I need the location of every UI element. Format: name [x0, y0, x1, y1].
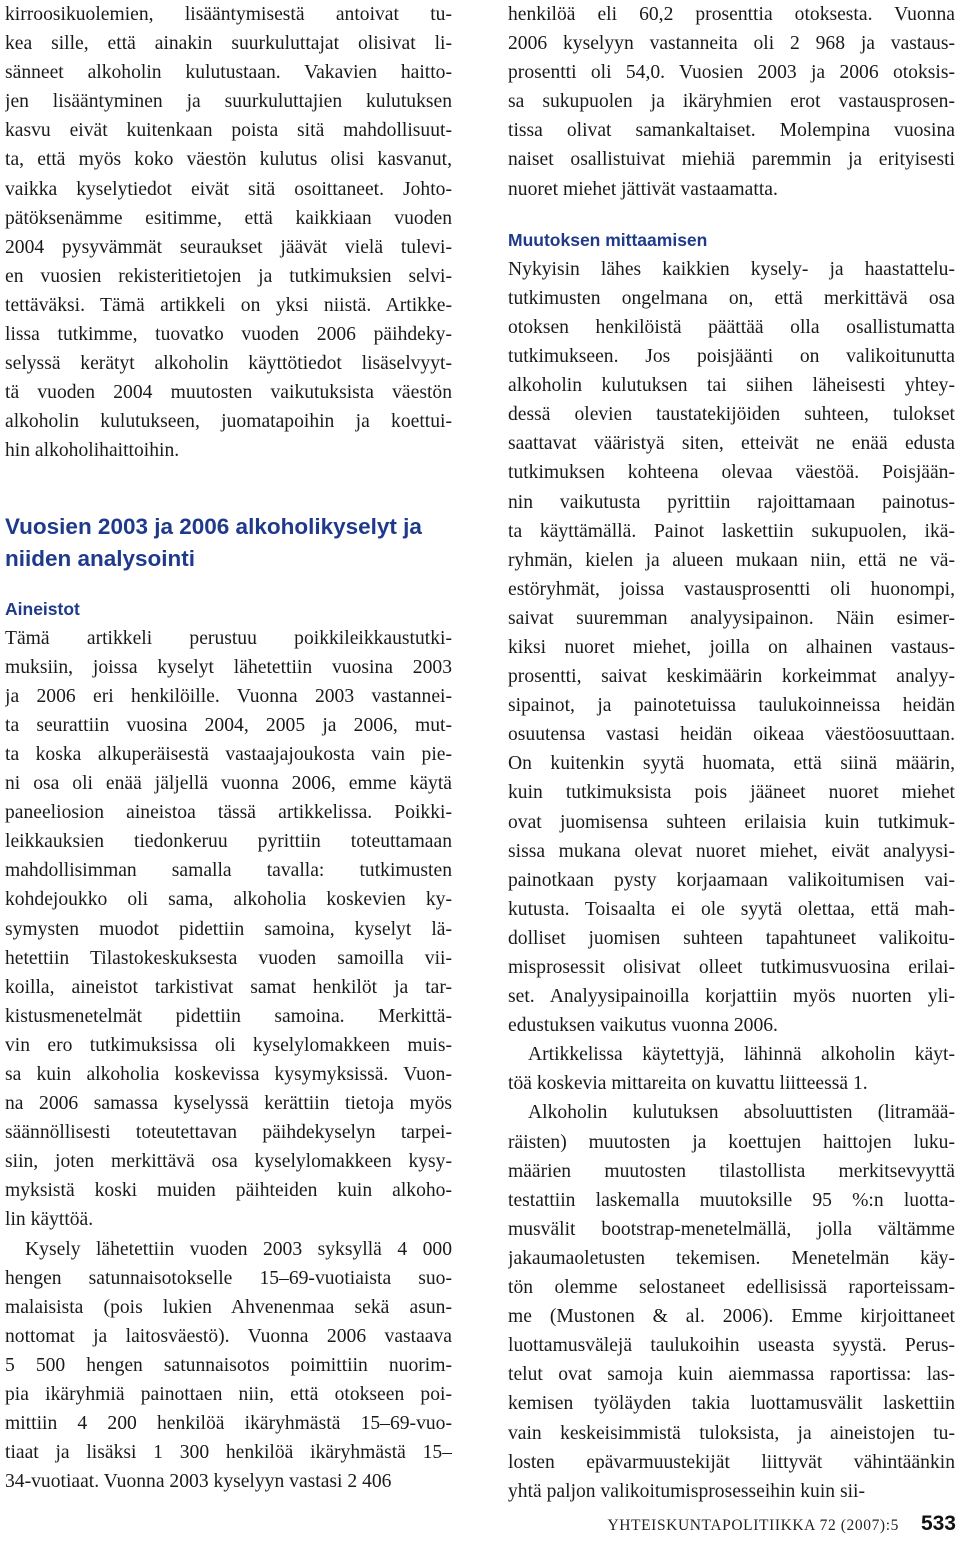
text-line: malaisista (pois lukien Ahvenenmaa sekä asun-	[5, 1296, 452, 1318]
text-line: symysten muodot pidettiin samoina, kyselyt lä-	[5, 918, 452, 940]
text-line: sissa mukana olevat nuoret miehet, eivät analyysi-	[508, 840, 955, 862]
text-line: alkoholin kulutuksen tai siihen läheisesti yhtey-	[508, 375, 955, 397]
paragraph	[5, 0, 452, 466]
text-line: On kuitenkin syytä huomata, että siinä määrin,	[508, 753, 955, 775]
text-line: painotkaan pysty korjaamaan valikoitumisen vai-	[508, 869, 955, 891]
text-line: kiksi nuoret miehet, joilla on alhainen vastaus-	[508, 636, 955, 658]
text-line: dessä olevien taustatekijöiden suhteen, tulokset	[508, 404, 955, 426]
text-line: ta koska alkuperäisestä vastaajajoukosta vain pie-	[5, 743, 452, 765]
text-line: myksistä koski muiden päihteiden kuin alkoho-	[5, 1180, 452, 1202]
text-line: sa kuin alkoholia koskevissa kysymyksissä. Vuon-	[5, 1064, 452, 1085]
text-line: telut ovat samoja kuin aiemmassa raportissa: las-	[508, 1364, 955, 1386]
text-line: sänneet alkoholin kulutustaan. Vakavien haitto-	[5, 62, 452, 84]
text-line: vain keskeisimmistä tuloksista, ja aineistojen tu-	[508, 1422, 955, 1444]
text-line: ni osa oli enää jäljellä vuonna 2006, emme käytä	[5, 773, 452, 795]
paragraph	[5, 1235, 452, 1497]
text-line: 5 500 hengen satunnaisotos poimittiin nuorim-	[5, 1354, 452, 1376]
text-line: kohdejoukko oli sama, alkoholia koskevien ky-	[5, 889, 452, 911]
text-line: 2006 kyselyyn vastanneita oli 2 968 ja vastaus-	[508, 33, 955, 55]
text-line: mittiin 4 200 henkilöä ikäryhmästä 15–69-vuo-	[5, 1413, 452, 1435]
text-line: otoksen henkilöistä päättää olla osallistumatta	[508, 316, 955, 338]
text-line: muksiin, joissa kyselyt lähetettiin vuosina 2003	[5, 656, 452, 678]
text-line: kea sille, että ainakin suurkuluttajat olisivat li-	[5, 33, 452, 55]
text-line: hengen satunnaisotokselle 15–69-vuotiaista suo-	[5, 1267, 452, 1289]
text-line: en vuosien rekisteritietojen ja tutkimuksien selvi-	[5, 265, 452, 287]
text-line: henkilöä eli 60,2 prosenttia otoksesta. Vuonna	[508, 4, 955, 25]
paragraph	[5, 624, 452, 1235]
text-line: koilla, aineistot tarkistivat samat henkilöt ja tar-	[5, 976, 452, 998]
text-line: kutusta. Toisaalta ei ole syytä olettaa, että mah-	[508, 898, 955, 920]
text-line: tutkimusten ongelmana on, että merkittävä osa	[508, 287, 955, 309]
text-line: ovat juomisensa suhteen erilaisia kuin tutkimuk-	[508, 811, 955, 833]
text-line: Nykyisin lähes kaikkien kysely- ja haastattelu-	[508, 258, 955, 280]
text-line: paneeliosion aineistoa tässä artikkelissa. Poikki-	[5, 802, 452, 824]
text-line: musvälit bootstrap-menetelmällä, jolla vältämme	[508, 1218, 955, 1240]
text-line: sa sukupuolen ja ikäryhmien erot vastausprosen-	[508, 91, 955, 113]
subheading-muutoksen-mittaamisen: Muutoksen mittaamisen	[508, 229, 708, 250]
text-line: siin, joten merkittävä osa kyselylomakkeen kysy-	[5, 1151, 452, 1173]
text-line: leikkauksien tiedonkeruu pyrittiin toteuttamaan	[5, 831, 452, 853]
text-line: na 2006 samassa kyselyssä kerättiin tietoja myös	[5, 1093, 452, 1115]
text-line: osuutensa vastasi heidän oikeaa väestöosuuttaan.	[508, 724, 955, 746]
text-line: estöryhmät, joissa vastausprosentti oli huonompi,	[508, 578, 955, 600]
paragraph	[508, 0, 955, 204]
section-heading	[5, 511, 452, 575]
paragraph	[508, 1040, 955, 1098]
text-line: misprosessit olisivat olleet tutkimusvuosina erilai-	[508, 957, 955, 978]
text-line: tiaat ja lisäksi 1 300 henkilöä ikäryhmästä 15–	[5, 1442, 452, 1464]
text-line: tettäväksi. Tämä artikkeli on yksi niistä. Artikke-	[5, 294, 452, 316]
subheading-aineistot: Aineistot	[5, 598, 80, 619]
text-line: kirroosikuolemien, lisääntymisestä antoivat tu-	[5, 4, 452, 25]
text-line: vaikka kyselytiedot eivät sitä osoittaneet. Johto-	[5, 178, 452, 200]
text-line: vin ero tutkimuksissa oli kyselylomakkeen muis-	[5, 1034, 452, 1056]
paragraph	[508, 1098, 955, 1505]
left-column	[5, 0, 452, 1496]
text-line: kuin tutkimuksista pois jääneet nuoret miehet	[508, 782, 955, 804]
text-line: lin käyttöä.	[5, 1209, 94, 1231]
text-line: prosentti oli 54,0. Vuosien 2003 ja 2006 otoksis-	[508, 62, 955, 84]
text-line: tön olemme selostaneet edellisissä raporteissam-	[508, 1277, 955, 1299]
text-line: Tämä artikkeli perustuu poikkileikkaustutki-	[5, 627, 452, 649]
text-line: hetettiin Tilastokeskuksesta vuoden samoilla vii-	[5, 947, 452, 969]
text-line: luottamusvälejä taulukoihin useasta syystä. Perus-	[508, 1335, 955, 1357]
text-line: pia ikäryhmiä painottaen niin, että otokseen poi-	[5, 1384, 452, 1406]
text-line: kistusmenetelmät pidettiin samoina. Merkittä-	[5, 1005, 452, 1027]
text-line: nottomat ja laitosväestö). Vuonna 2006 vastaava	[5, 1325, 452, 1347]
text-line: losten epävarmuustekijät liittyvät vähintäänkin	[508, 1451, 955, 1473]
page-number: 533	[920, 1512, 956, 1535]
text-line: selyssä kerätyt alkoholin käyttötiedot lisäselvyyt-	[5, 353, 452, 375]
text-line: ta seurattiin vuosina 2004, 2005 ja 2006, mut-	[5, 714, 452, 736]
text-line: tutkimuksen kohteena olevaa väestöä. Poisjään-	[508, 462, 955, 484]
text-line: tissa olivat samankaltaiset. Molempina vuosina	[508, 120, 955, 142]
text-line: mahdollisimman samalla tavalla: tutkimusten	[5, 860, 452, 882]
text-line: ja 2006 eri henkilöille. Vuonna 2003 vastannei-	[5, 685, 452, 707]
section-heading-line: Vuosien 2003 ja 2006 alkoholikyselyt ja	[5, 513, 422, 539]
text-line: sipainot, ja painotetuissa taulukoinneissa heidän	[508, 695, 955, 717]
section-heading-line: niiden analysointi	[5, 545, 196, 571]
journal-name: YHTEISKUNTAPOLITIIKKA 72 (2007):5	[607, 1517, 899, 1534]
paragraph	[508, 255, 955, 1041]
text-line: määrien muutosten tilastollista merkitsevyyttä	[508, 1160, 955, 1182]
text-line: jen lisääntyminen ja suurkuluttajien kulutuksen	[5, 91, 452, 113]
text-line: hin alkoholihaittoihin.	[5, 440, 180, 462]
text-line: Artikkelissa käytettyjä, lähinnä alkoholin käyt-	[528, 1044, 955, 1066]
text-line: tutkimukseen. Jos poisjäänti on valikoitunutta	[508, 346, 955, 368]
text-line: kemisen työläyden takia luottamusvälit laskettiin	[508, 1393, 955, 1415]
text-line: Alkoholin kulutuksen absoluuttisten (litramää-	[528, 1102, 955, 1124]
text-line: dolliset juomisen suhteen tapahtuneet valikoitu-	[508, 927, 955, 949]
text-line: jakaumaoletusten tekemisen. Menetelmän käy-	[508, 1247, 955, 1269]
text-line: 34-vuotiaat. Vuonna 2003 kyselyyn vastasi 2 406	[5, 1471, 392, 1493]
text-line: ta käyttämällä. Painot laskettiin sukupuolen, ikä-	[508, 520, 955, 542]
text-line: nuoret miehet jättivät vastaamatta.	[508, 178, 778, 200]
text-line: ta, että myös koko väestön kulutus olisi kasvanut,	[5, 149, 452, 171]
text-line: lissa tutkimme, tuovatko vuoden 2006 päihdeky-	[5, 324, 452, 346]
text-line: yhtä paljon valikoitumisprosesseihin kuin sii-	[508, 1480, 866, 1502]
text-line: alkoholin kulutukseen, juomatapoihin ja koettui-	[5, 411, 452, 433]
text-line: 2004 pysyvämmät seuraukset jäävät vielä tulevi-	[5, 236, 452, 258]
text-line: testattiin laskemalla muutoksille 95 %:n luotta-	[508, 1189, 955, 1211]
page-footer	[607, 1512, 956, 1536]
text-line: saattavat vääristyä siten, etteivät ne enää edusta	[508, 433, 955, 455]
text-line: ryhmän, kielen ja alueen mukaan niin, että ne vä-	[508, 549, 955, 571]
text-line: nin vaikutusta pyrittiin rajoittamaan painotus-	[508, 491, 955, 513]
text-line: tä vuoden 2004 muutosten vaikutuksista väestön	[5, 382, 452, 404]
text-line: töä koskevia mittareita on kuvattu liitteessä 1.	[508, 1073, 868, 1095]
right-column	[508, 0, 955, 1506]
text-line: naiset osallistuivat miehiä paremmin ja erityisesti	[508, 149, 955, 171]
text-line: Kysely lähetettiin vuoden 2003 syksyllä 4 000	[25, 1238, 452, 1260]
text-line: pätöksenämme esitimme, että kaikkiaan vuoden	[5, 207, 452, 229]
text-line: set. Analyysipainoilla korjattiin myös nuorten yli-	[508, 986, 955, 1008]
text-line: prosentti, saivat keskimäärin korkeimmat analyy-	[508, 666, 955, 688]
text-line: edustuksen vaikutus vuonna 2006.	[508, 1015, 778, 1037]
text-line: saivat suuremman analyysipainon. Näin esimer-	[508, 607, 955, 629]
text-line: me (Mustonen & al. 2006). Emme kirjoittaneet	[508, 1306, 955, 1328]
text-line: kasvu eivät kuitenkaan poista sitä mahdollisuut-	[5, 120, 452, 142]
text-line: säännöllisesti toteutettavan päihdekyselyn tarpei-	[5, 1122, 452, 1144]
text-line: räisten) muutosten ja koettujen haittojen luku-	[508, 1131, 955, 1153]
